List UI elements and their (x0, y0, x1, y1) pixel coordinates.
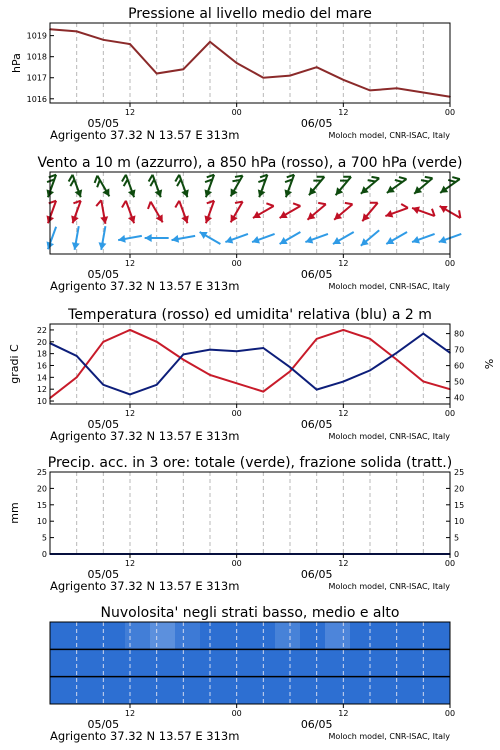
cloud-cell (275, 677, 301, 704)
cloud-cell (175, 622, 201, 649)
x-tick-label: 00 (231, 409, 242, 418)
x-tick-label: 00 (231, 259, 242, 268)
data-point (209, 349, 211, 351)
data-point (396, 352, 398, 354)
date-label: 05/05 (87, 568, 120, 581)
barb-head (44, 241, 54, 250)
x-tick-label: 00 (444, 709, 456, 718)
x-tick-label: 00 (444, 559, 456, 568)
date-label: 06/05 (300, 718, 333, 731)
barb-head (411, 204, 420, 214)
y-tick-label-right: 50 (454, 377, 465, 387)
data-point (423, 381, 425, 383)
barb-head (384, 237, 394, 247)
data-point (129, 329, 131, 331)
cloud-cell (400, 677, 426, 704)
date-label: 06/05 (300, 418, 333, 431)
cloud-cell (275, 622, 301, 649)
barb-head (411, 236, 420, 246)
cloud-cell (300, 622, 326, 649)
data-point (289, 366, 291, 368)
barb-head (181, 215, 191, 224)
cloud-cell (175, 649, 201, 676)
panel-title: Precip. acc. in 3 ore: totale (verde), frazione solida (tratt.) (47, 455, 453, 471)
x-tick-label: 00 (444, 108, 456, 117)
y-tick-label: 10 (36, 517, 47, 527)
data-point (76, 355, 78, 357)
wind-barb (383, 174, 408, 196)
data-point (183, 359, 185, 361)
cloud-cell (250, 622, 276, 649)
y-tick-label: 10 (36, 397, 47, 407)
wind-barb (174, 173, 192, 199)
cloud-cell (50, 649, 76, 676)
x-tick-label: 00 (231, 709, 242, 718)
data-point (369, 338, 371, 340)
wind-barb (437, 174, 462, 196)
data-point (236, 382, 238, 384)
data-point (263, 347, 265, 349)
wind-barb (330, 200, 355, 223)
cloud-cell (350, 622, 376, 649)
panel-title: Nuvolosita' negli strati basso, medio e alto (100, 605, 400, 621)
barb-head (227, 188, 237, 198)
date-label: 05/05 (87, 117, 120, 130)
cloud-cell (125, 622, 151, 649)
barb-head (304, 236, 313, 246)
cloud-cell (50, 622, 76, 649)
cloud-cell (75, 677, 101, 704)
cloud-cell (200, 677, 226, 704)
x-tick-label: 00 (231, 559, 242, 568)
cloud-cell (225, 677, 251, 704)
cloud-cell (425, 622, 451, 649)
y-tick-label: 18 (36, 349, 47, 359)
cloud-cell (225, 649, 251, 676)
y-axis-label: mm (8, 502, 21, 524)
model-credit: Moloch model, CNR-ISAC, Italy (328, 432, 450, 441)
y-tick-label: 1018 (26, 52, 47, 62)
wind-barb (304, 200, 329, 223)
data-point (289, 371, 291, 373)
cloud-cell (325, 649, 351, 676)
cloud-cell (425, 649, 451, 676)
barb-head (278, 211, 288, 221)
location-label: Agrigento 37.32 N 13.57 E 313m (50, 128, 240, 142)
barb-head (255, 189, 265, 198)
wind-barb (95, 199, 109, 224)
y-tick-label-right: 5 (454, 533, 460, 543)
panel-frame (50, 23, 450, 103)
y-tick-label: 1016 (26, 94, 47, 104)
wind-barb (304, 173, 327, 198)
panel-title: Pressione al livello medio del mare (128, 6, 372, 22)
x-tick-label: 12 (338, 409, 349, 418)
wind-barb (92, 174, 113, 200)
data-point (396, 359, 398, 361)
cloud-cell (300, 649, 326, 676)
wind-barb (120, 199, 138, 225)
location-label: Agrigento 37.32 N 13.57 E 313m (50, 429, 240, 443)
x-tick-label: 00 (444, 259, 456, 268)
barb-head (198, 229, 208, 239)
barb-head (437, 236, 446, 246)
y-tick-label: 25 (36, 468, 47, 477)
cloud-cell (250, 649, 276, 676)
wind-barb (331, 173, 354, 198)
x-tick-label: 00 (444, 409, 456, 418)
cloud-cell (75, 649, 101, 676)
data-point (103, 341, 105, 343)
x-tick-label: 12 (124, 409, 136, 418)
cloud-cell (50, 677, 76, 704)
data-point (236, 350, 238, 352)
wind-barb (254, 173, 272, 199)
y-tick-label: 0 (41, 550, 47, 559)
wind-barb (44, 225, 60, 250)
x-tick-label: 00 (231, 108, 242, 117)
location-label: Agrigento 37.32 N 13.57 E 313m (50, 579, 240, 593)
cloud-cell (325, 622, 351, 649)
barb-head (69, 215, 79, 224)
cloud-cell (400, 622, 426, 649)
x-tick-label: 12 (124, 559, 136, 568)
wind-barb (200, 199, 218, 225)
x-tick-label: 12 (124, 709, 136, 718)
panel-frame (50, 472, 450, 554)
location-label: Agrigento 37.32 N 13.57 E 313m (50, 279, 240, 293)
wind-barb (357, 174, 382, 197)
data-point (76, 31, 78, 33)
data-point (209, 374, 211, 376)
data-point (316, 389, 318, 391)
data-point (103, 384, 105, 386)
model-credit: Moloch model, CNR-ISAC, Italy (328, 131, 450, 140)
data-point (209, 41, 211, 43)
cloud-cell (225, 622, 251, 649)
barb-head (438, 203, 448, 213)
date-label: 05/05 (87, 718, 120, 731)
panel-title: Temperatura (rosso) ed umidita' relativa (blu) a 2 m (68, 307, 432, 323)
cloud-cell (150, 649, 176, 676)
data-point (423, 333, 425, 335)
wind-barb (145, 200, 166, 226)
data-point (183, 69, 185, 71)
y-tick-label-right: 15 (454, 500, 465, 510)
wind-barb (280, 173, 298, 199)
location-label: Agrigento 37.32 N 13.57 E 313m (50, 729, 240, 743)
barb-head (181, 189, 191, 198)
data-point (423, 92, 425, 94)
cloud-cell (150, 677, 176, 704)
cloud-cell (300, 677, 326, 704)
barb-head (202, 189, 212, 198)
cloud-cell (325, 677, 351, 704)
y-tick-label-right: 80 (454, 329, 465, 339)
series-line (50, 334, 450, 395)
barb-head (145, 234, 152, 242)
y-tick-label: 12 (36, 385, 47, 395)
data-point (129, 43, 131, 45)
data-point (289, 75, 291, 77)
x-tick-label: 12 (124, 108, 136, 117)
barb-head (44, 189, 54, 198)
data-point (369, 90, 371, 92)
data-point (316, 66, 318, 68)
barb-head (128, 189, 138, 198)
y-tick-label-right: 20 (454, 484, 465, 494)
cloud-cell (200, 649, 226, 676)
cloud-cell (275, 649, 301, 676)
cloud-cell (125, 649, 151, 676)
cloud-cell (125, 677, 151, 704)
date-label: 05/05 (87, 268, 120, 281)
y-tick-label: 5 (41, 533, 47, 543)
y-tick-label: 22 (36, 325, 47, 335)
y-tick-label: 15 (36, 500, 47, 510)
data-point (156, 341, 158, 343)
cloud-cell (400, 649, 426, 676)
y-tick-label-right: 25 (454, 468, 465, 477)
barb-head (224, 236, 233, 246)
barb-head (282, 189, 292, 198)
x-tick-label: 12 (338, 709, 349, 718)
barb-head (202, 215, 212, 224)
barb-head (251, 236, 260, 246)
wind-barb (410, 174, 435, 197)
x-tick-label: 12 (338, 108, 349, 117)
wind-barb (200, 173, 218, 199)
barb-head (278, 237, 288, 247)
x-tick-label: 12 (338, 259, 349, 268)
wind-barb (42, 199, 60, 225)
wind-barb (120, 173, 138, 199)
date-label: 05/05 (87, 418, 120, 431)
y-tick-label: 1019 (26, 31, 47, 41)
data-point (369, 370, 371, 372)
cloud-cell (150, 622, 176, 649)
y-axis-label: gradi C (8, 344, 21, 384)
wind-barb (67, 173, 85, 199)
barb-head (44, 215, 54, 224)
model-credit: Moloch model, CNR-ISAC, Italy (328, 732, 450, 741)
barb-head (331, 237, 341, 247)
cloud-cell (200, 622, 226, 649)
y-tick-label: 20 (36, 484, 47, 494)
panel-frame (50, 324, 450, 404)
x-tick-label: 12 (124, 259, 136, 268)
y-tick-label: 1017 (26, 73, 47, 83)
y-tick-label: 16 (36, 361, 47, 371)
data-point (263, 77, 265, 79)
data-point (316, 338, 318, 340)
data-point (236, 62, 238, 64)
wind-barb (42, 173, 60, 199)
date-label: 06/05 (300, 568, 333, 581)
wind-barb (358, 199, 381, 224)
data-point (343, 79, 345, 81)
cloud-cell (75, 622, 101, 649)
y-tick-label-right: 70 (454, 345, 465, 355)
y-tick-label-right: 60 (454, 361, 465, 371)
cloud-cell (175, 677, 201, 704)
date-label: 06/05 (300, 117, 333, 130)
barb-head (102, 188, 112, 198)
cloud-cell (425, 677, 451, 704)
barb-head (128, 215, 138, 224)
y-tick-label: 14 (36, 373, 47, 383)
data-point (103, 39, 105, 41)
wind-barb (225, 173, 246, 199)
x-tick-label: 12 (338, 559, 349, 568)
barb-head (227, 214, 237, 224)
panel-title: Vento a 10 m (azzurro), a 850 hPa (rosso), a 700 hPa (verde) (37, 155, 463, 171)
wind-barb (67, 199, 85, 225)
wind-barb (147, 173, 165, 199)
data-point (183, 354, 185, 356)
barb-head (251, 211, 261, 221)
barb-head (75, 189, 85, 198)
data-point (396, 87, 398, 89)
data-point (76, 377, 78, 379)
y-tick-label: 20 (36, 337, 47, 347)
barb-head (155, 189, 165, 198)
data-point (343, 381, 345, 383)
data-point (156, 73, 158, 75)
data-point (343, 329, 345, 331)
series-line (50, 29, 450, 96)
cloud-cell (350, 677, 376, 704)
data-point (156, 384, 158, 386)
y-axis-label-right: % (483, 358, 496, 370)
barb-head (156, 214, 166, 224)
y-axis-label: hPa (10, 53, 23, 73)
model-credit: Moloch model, CNR-ISAC, Italy (328, 582, 450, 591)
cloud-cell (350, 649, 376, 676)
data-point (263, 391, 265, 393)
model-credit: Moloch model, CNR-ISAC, Italy (328, 282, 450, 291)
y-tick-label-right: 0 (454, 550, 460, 559)
data-point (129, 394, 131, 396)
y-tick-label-right: 10 (454, 517, 465, 527)
cloud-cell (250, 677, 276, 704)
wind-barb (225, 199, 246, 225)
date-label: 06/05 (300, 268, 333, 281)
y-tick-label-right: 40 (454, 393, 465, 403)
wind-barb (174, 199, 192, 225)
barb-head (384, 210, 393, 220)
